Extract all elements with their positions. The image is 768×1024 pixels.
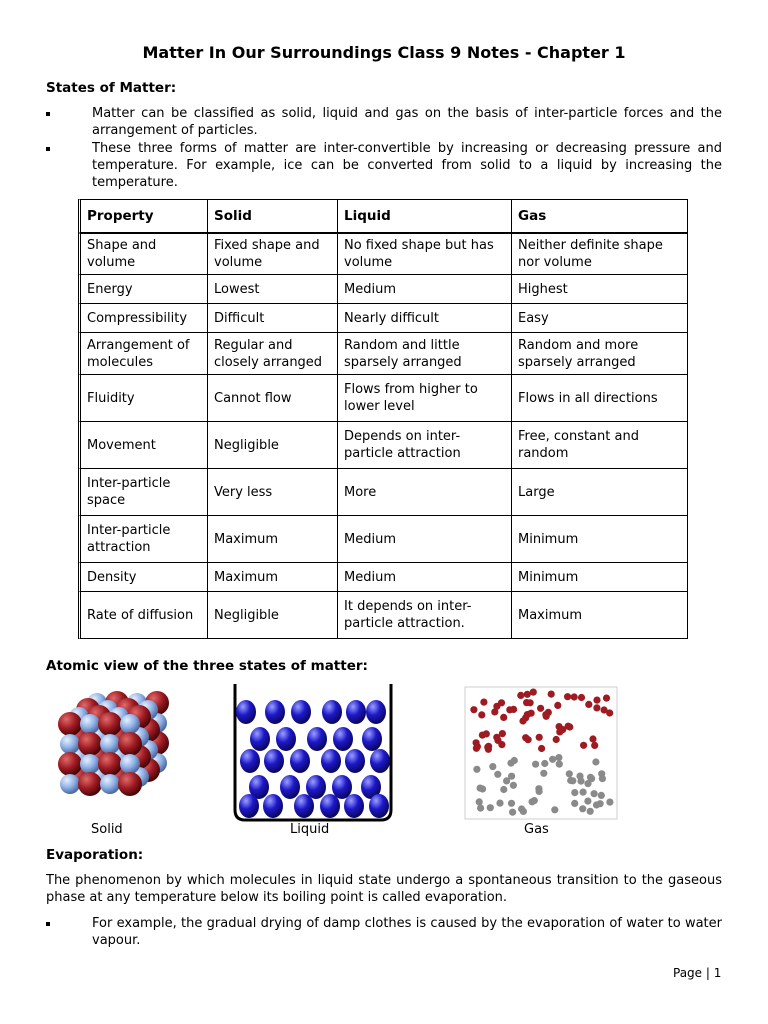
atom-red [78,732,102,756]
gas-molecule-red [537,705,544,712]
gas-molecule-grey [508,773,515,780]
table-cell: Fixed shape and volume [208,233,338,275]
liquid-molecule [263,794,283,818]
table-cell: More [338,469,512,516]
table-header-row [78,199,688,233]
gas-molecule-grey [479,785,486,792]
liquid-molecule [306,775,326,799]
gas-molecule-red [530,689,537,696]
gas-molecule-red [554,702,561,709]
table-cell: Minimum [512,563,688,592]
liquid-molecule [236,700,256,724]
table-cell: Difficult [208,304,338,333]
liquid-molecule [346,700,366,724]
atom-blue [80,714,100,734]
table-cell: Flows in all directions [512,375,688,422]
atom-red [118,772,142,796]
table-cell: Density [78,563,208,592]
gas-molecule-grey [494,771,501,778]
table-cell: Shape and volume [78,233,208,275]
page-title: Matter In Our Surroundings Class 9 Notes - Chapter 1 [142,43,626,62]
gas-molecule-grey [532,761,539,768]
gas-molecule-red [593,697,600,704]
liquid-molecule [240,749,260,773]
table-cell: Movement [78,422,208,469]
atom-red [58,752,82,776]
table-cell: Random and more sparsely arranged [512,333,688,375]
gas-molecule-red [564,693,571,700]
table-cell: Arrangement of molecules [78,333,208,375]
gas-molecule-red [543,713,550,720]
header-cell: Gas [512,199,688,233]
liquid-molecule [276,727,296,751]
gas-molecule-red [559,726,566,733]
gas-molecule-red [553,736,560,743]
gas-molecule-red [479,732,486,739]
table-cell: It depends on inter-particle attraction. [338,592,512,639]
gas-molecule-grey [587,808,594,815]
table-row [78,375,688,422]
liquid-molecule [321,749,341,773]
table-cell: Very less [208,469,338,516]
gas-molecule-red [478,711,485,718]
solid-atoms-figure [48,684,198,819]
beaker-outline [235,684,391,820]
gas-molecule-red [493,734,500,741]
gas-molecule-grey [487,804,494,811]
gas-molecule-grey [496,800,503,807]
liquid-molecule [294,794,314,818]
liquid-molecule [239,794,259,818]
table-cell: Easy [512,304,688,333]
gas-molecule-grey [593,801,600,808]
gas-molecule-red [593,704,600,711]
table-cell: Depends on inter-particle attraction [338,422,512,469]
gas-molecule-grey [510,782,517,789]
atom-blue [80,754,100,774]
gas-molecule-grey [549,756,556,763]
solid-caption: Solid [91,822,123,837]
gas-molecule-red [548,691,555,698]
atom-blue [100,734,120,754]
gas-molecule-red [589,735,596,742]
gas-molecule-red [591,742,598,749]
table-cell: No fixed shape but has volume [338,233,512,275]
gas-molecule-grey [541,760,548,767]
liquid-molecule [320,794,340,818]
table-row [78,516,688,563]
gas-molecule-grey [580,789,587,796]
atom-blue [120,754,140,774]
table-cell: Maximum [208,563,338,592]
atom-blue [100,774,120,794]
gas-molecule-red [603,695,610,702]
gas-molecule-grey [591,790,598,797]
gas-molecule-grey [507,760,514,767]
page-number: Page | 1 [673,966,722,980]
liquid-molecule [370,749,390,773]
liquid-caption: Liquid [290,822,330,837]
liquid-molecule [322,700,342,724]
atom-red [78,772,102,796]
table-row [78,469,688,516]
evaporation-bullet-list [46,915,722,950]
gas-molecule-red [498,741,505,748]
liquid-molecule [333,727,353,751]
gas-molecule-grey [473,766,480,773]
gas-molecule-grey [476,798,483,805]
table-cell: Energy [78,275,208,304]
list-item: For example, the gradual drying of damp clothes is caused by the evaporation of water to water vapour. [46,915,722,949]
gas-molecule-grey [551,806,558,813]
liquid-molecule [369,794,389,818]
bullet-icon [46,922,50,926]
gas-molecule-red [506,706,513,713]
header-cell: Solid [208,199,338,233]
gas-molecule-red [500,714,507,721]
table-row [78,233,688,275]
gas-molecule-grey [536,788,543,795]
gas-molecule-grey [576,773,583,780]
bullet-icon [46,112,50,116]
gas-molecule-grey [477,805,484,812]
gas-molecule-grey [508,800,515,807]
table-cell: Maximum [512,592,688,639]
table-cell: Cannot flow [208,375,338,422]
table-cell: Fluidity [78,375,208,422]
table-cell: Random and little sparsely arranged [338,333,512,375]
gas-molecule-grey [489,763,496,770]
gas-molecule-red [527,699,534,706]
atom-blue [60,774,80,794]
gas-molecule-red [473,745,480,752]
table-row [78,592,688,639]
atom-red [98,752,122,776]
gas-molecules-figure [464,686,618,820]
atom-blue [120,714,140,734]
gas-molecule-red [493,703,500,710]
liquid-molecule [290,749,310,773]
table-cell: Free, constant and random [512,422,688,469]
table-cell: Maximum [208,516,338,563]
table-row [78,563,688,592]
gas-molecule-grey [571,789,578,796]
gas-molecule-grey [556,761,563,768]
states-bullet-list [46,105,722,192]
table-cell: Lowest [208,275,338,304]
liquid-molecules-figure [232,682,394,822]
gas-molecule-red [470,706,477,713]
liquid-molecule [366,700,386,724]
table-cell: Minimum [512,516,688,563]
table-cell: Highest [512,275,688,304]
header-cell: Property [78,199,208,233]
liquid-molecule [345,749,365,773]
table-cell: Medium [338,516,512,563]
gas-molecule-red [580,742,587,749]
gas-molecule-grey [569,777,576,784]
gas-molecule-red [536,734,543,741]
liquid-molecule [291,700,311,724]
gas-molecule-red [585,701,592,708]
gas-molecule-red [538,745,545,752]
gas-molecule-grey [555,754,562,761]
table-cell: Compressibility [78,304,208,333]
gas-molecule-grey [509,809,516,816]
table-cell: Inter-particle space [78,469,208,516]
list-item: These three forms of matter are inter-convertible by increasing or decreasing pressure and temperature. For example, ice can be converted from solid to a liquid by increasing the temperature. [46,140,722,191]
atomic-view-heading: Atomic view of the three states of matter: [46,658,368,674]
atom-blue [60,734,80,754]
gas-molecule-grey [571,800,578,807]
liquid-molecule [250,727,270,751]
gas-molecule-red [517,692,524,699]
gas-molecule-grey [584,798,591,805]
gas-molecule-grey [592,758,599,765]
header-cell: Liquid [338,199,512,233]
table-row [78,275,688,304]
table-cell: Negligible [208,592,338,639]
gas-molecule-red [480,699,487,706]
gas-molecule-grey [588,775,595,782]
table-cell: Regular and closely arranged [208,333,338,375]
table-cell: Neither definite shape nor volume [512,233,688,275]
properties-table [78,199,688,639]
gas-molecule-red [528,710,535,717]
evaporation-heading: Evaporation: [46,847,144,863]
bullet-icon [46,147,50,151]
gas-molecule-red [571,693,578,700]
gas-molecule-red [484,744,491,751]
table-cell: Nearly difficult [338,304,512,333]
atom-red [58,712,82,736]
table-cell: Rate of diffusion [78,592,208,639]
liquid-molecule [280,775,300,799]
table-cell: Large [512,469,688,516]
liquid-molecule [307,727,327,751]
liquid-molecule [362,727,382,751]
atom-red [118,732,142,756]
table-row [78,422,688,469]
gas-molecule-grey [606,799,613,806]
gas-molecule-grey [540,770,547,777]
atom-red [98,712,122,736]
table-cell: Inter-particle attraction [78,516,208,563]
evaporation-definition: The phenomenon by which molecules in liquid state undergo a spontaneous transition to the gaseous phase at any temperature below its boiling point is called evaporation. [46,873,722,905]
gas-molecule-grey [599,775,606,782]
table-cell: Medium [338,563,512,592]
gas-molecule-grey [518,805,525,812]
gas-molecule-red [601,706,608,713]
gas-molecule-grey [566,770,573,777]
gas-caption: Gas [524,822,549,837]
table-row [78,333,688,375]
gas-molecule-grey [598,792,605,799]
table-row [78,304,688,333]
gas-molecule-grey [529,798,536,805]
gas-molecule-red [578,694,585,701]
table-cell: Negligible [208,422,338,469]
liquid-molecule [344,794,364,818]
gas-molecule-grey [579,805,586,812]
gas-molecule-red [525,736,532,743]
gas-molecule-grey [500,786,507,793]
table-cell: Medium [338,275,512,304]
liquid-molecule [264,749,284,773]
list-item: Matter can be classified as solid, liquid and gas on the basis of inter-particle forces and the arrangement of particles. [46,105,722,139]
table-cell: Flows from higher to lower level [338,375,512,422]
states-heading: States of Matter: [46,80,177,96]
liquid-molecule [332,775,352,799]
liquid-molecule [265,700,285,724]
